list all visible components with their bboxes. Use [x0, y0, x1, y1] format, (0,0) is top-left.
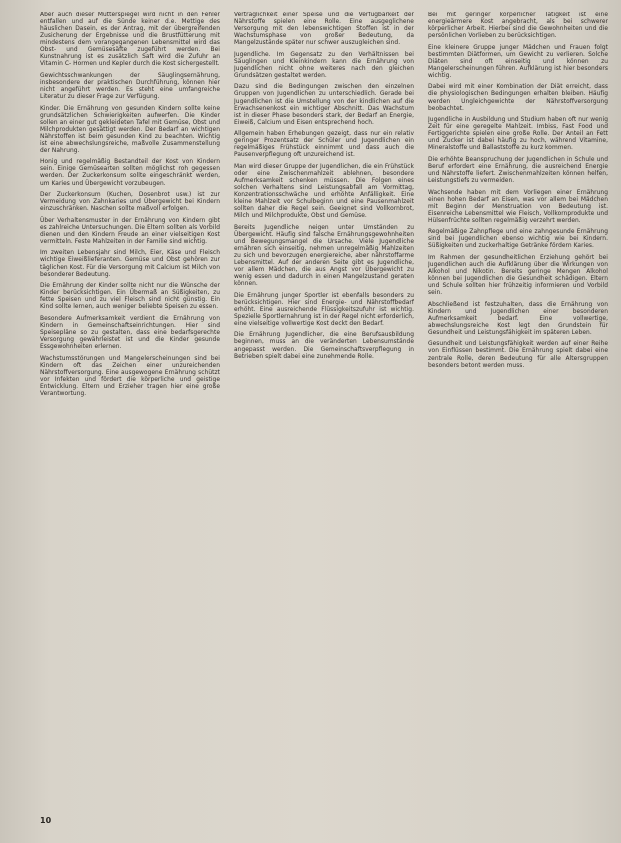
paragraph: Die Ernährung Jugendlicher, die eine Berufsausbildung beginnen, muss an die veränderten Lebensumstände angepasst werden. Die Gemeinschaftsverpflegung in Betrieben spielt dabei eine zunehmende Rolle.	[234, 332, 414, 360]
paragraph: Besondere Aufmerksamkeit verdient die Ernährung von Kindern in Gemeinschaftseinrichtungen. Hier sind Speisepläne so zu gestalten, dass eine bedarfsgerechte Versorgung gewährleistet ist und die Kinder gesunde Essgewohnheiten erlernen.	[40, 315, 220, 350]
paragraph: Gesundheit und Leistungsfähigkeit werden auf einer Reihe von Einflüssen bestimmt. Die Ernährung spielt dabei eine zentrale Rolle, deren Bedeutung für alle Altersgruppen besonders betont werden muss.	[428, 341, 608, 369]
paragraph: Die Ernährung der Kinder sollte nicht nur die Wünsche der Kinder berücksichtigen. Ein Übermaß an Süßigkeiten, zu fette Speisen und zu viel Fleisch sind nicht günstig. Ein Kind sollte lernen, auch weniger beliebte Speisen zu essen.	[40, 283, 220, 311]
paragraph: Regelmäßige Zahnpflege und eine zahngesunde Ernährung sind bei Jugendlichen ebenso wichtig wie bei Kindern. Süßigkeiten und zuckerhaltige Getränke fördern Karies.	[428, 229, 608, 250]
paragraph: Gewichtsschwankungen der Säuglingsernährung, insbesondere der praktischen Durchführung, können hier nicht angeführt werden. Es steht eine umfangreiche Literatur zu dieser Frage zur Verfügung.	[40, 72, 220, 101]
paragraph: Dazu sind die Bedingungen zwischen den einzelnen Gruppen von Jugendlichen zu unterschiedlich. Gerade bei Jugendlichen ist die Umstellung von der kindlichen auf die Erwachsenenkost ein wichtiger Abschnitt. Das Wachstum ist in dieser Phase besonders stark, der Bedarf an Energie, Eiweiß, Calcium und Eisen entsprechend hoch.	[234, 84, 414, 126]
paragraph: Wachstumsstörungen und Mangelerscheinungen sind bei Kindern oft das Zeichen einer unzureichenden Nährstoffversorgung. Eine ausgewogene Ernährung schützt vor Infekten und fördert die körperliche und geistige Entwicklung. Eltern und Erzieher tragen hier eine große Verantwortung.	[40, 355, 220, 397]
paragraph: Abschließend ist festzuhalten, dass die Ernährung von Kindern und Jugendlichen einer besonderen Aufmerksamkeit bedarf. Eine vollwertige, abwechslungsreiche Kost legt den Grundstein für Gesundheit und Leistungsfähigkeit im späteren Leben.	[428, 301, 608, 336]
paragraph: Aber auch dieser Mütterspiegel wird nicht in den Fehler entfallen und auf die Sünde keiner d.e. Mettige des häuslichen Dasein, es der Antrag, mit der übergreifenden Zusicherung der Ergebnisse und die Brustfütterung mit mindestens dem vorangegangenen Lebensmittel wird das Obst- und Gemüsesäfte zugeführt werden. Bei Kunstnahrung ist es zusätzlich Saft wird die Zufuhr an Vitamin C- Hormen und Kepler durch die Kost sichergestellt.	[40, 12, 220, 68]
paragraph: Wachsende haben mit dem Vorliegen einer Ernährung einen hohen Bedarf an Eisen, was vor allem bei Mädchen mit Beginn der Menstruation von Bedeutung ist. Eisenreiche Lebensmittel wie Fleisch, Vollkornprodukte und Hülsenfrüchte sollten regelmäßig verzehrt werden.	[428, 189, 608, 224]
text-column-3	[428, 12, 608, 812]
paragraph: Allgemein haben Erhebungen gezeigt, dass nur ein relativ geringer Prozentsatz der Schüler und Jugendlichen ein regelmäßiges Frühstück einnimmt und dass auch die Pausenverpflegung oft unzureichend ist.	[234, 131, 414, 159]
paragraph: Eine kleinere Gruppe junger Mädchen und Frauen folgt bestimmten Diätformen, um Gewicht zu verlieren. Solche Diäten sind oft einseitig und können zu Mangelerscheinungen führen. Aufklärung ist hier besonders wichtig.	[428, 44, 608, 79]
paragraph: Verträglichkeit einer Speise und die Verfügbarkeit der Nährstoffe spielen eine Rolle. Eine ausgeglichene Versorgung mit den lebenswichtigen Stoffen ist in der Wachstumsphase von großer Bedeutung, da Mangelzustände später nur schwer auszugleichen sind.	[234, 12, 414, 47]
paragraph: Honig und regelmäßig Bestandteil der Kost von Kindern sein. Einige Gemüsearten sollten möglichst roh gegessen werden. Der Zuckerkonsum sollte eingeschränkt werden, um Karies und Übergewicht vorzubeugen.	[40, 159, 220, 187]
paragraph: Die erhöhte Beanspruchung der Jugendlichen in Schule und Beruf erfordert eine Ernährung, die ausreichend Energie und Nährstoffe liefert. Zwischenmahlzeiten können helfen, Leistungstiefs zu vermeiden.	[428, 156, 608, 184]
paragraph: Man wird dieser Gruppe der Jugendlichen, die ein Frühstück oder eine Zwischenmahlzeit ablehnen, besondere Aufmerksamkeit schenken müssen. Die Folgen eines solchen Verhaltens sind Leistungsabfall am Vormittag, Konzentrationsschwäche und erhöhte Anfälligkeit. Eine kleine Mahlzeit vor Schulbeginn und eine Pausenmahlzeit sollten daher die Regel sein. Geeignet sind Vollkornbrot, Milch und Milchprodukte, Obst und Gemüse.	[234, 163, 414, 220]
page-number: 10	[40, 816, 52, 825]
text-columns	[40, 12, 608, 812]
paragraph: Jugendliche in Ausbildung und Studium haben oft nur wenig Zeit für eine geregelte Mahlzeit. Imbiss, Fast Food und Fertiggerichte spielen eine große Rolle. Der Anteil an Fett und Zucker ist dabei häufig zu hoch, während Vitamine, Mineralstoffe und Ballaststoffe zu kurz kommen.	[428, 117, 608, 152]
text-column-2	[234, 12, 414, 812]
paragraph: Kinder. Die Ernährung von gesunden Kindern sollte keine grundsätzlichen Schwierigkeiten aufwerfen. Die Kinder sollen an einer gut gekleideten Tafel mit Gemüse, Obst und Milchprodukten gesättigt werden. Der Bedarf an wichtigen Nährstoffen ist beim gesunden Kind zu beachten. Wichtig ist eine abwechslungsreiche, maßvolle Zusammenstellung der Nahrung.	[40, 105, 220, 154]
paragraph: Jugendliche. Im Gegensatz zu den Verhältnissen bei Säuglingen und Kleinkindern kann die Ernährung von Jugendlichen nicht ohne weiteres nach den gleichen Grundsätzen gestaltet werden.	[234, 51, 414, 79]
paragraph: Bei mit geringer körperlicher Tätigkeit ist eine energieärmere Kost angebracht, als bei schwerer körperlicher Arbeit. Hierbei sind die Gewohnheiten und die persönlichen Vorlieben zu berücksichtigen.	[428, 12, 608, 40]
text-column-1	[40, 12, 220, 812]
paragraph: Im zweiten Lebensjahr sind Milch, Eier, Käse und Fleisch wichtige Eiweißlieferanten. Gemüse und Obst gehören zur täglichen Kost. Für die Versorgung mit Calcium ist Milch von besonderer Bedeutung.	[40, 250, 220, 278]
paragraph: Dabei wird mit einer Kombination der Diät erreicht, dass die physiologischen Bedingungen erhalten bleiben. Häufig werden Ungleichgewichte der Nährstoffversorgung beobachtet.	[428, 84, 608, 112]
paragraph: Die Ernährung junger Sportler ist ebenfalls besonders zu berücksichtigen. Hier sind Energie- und Nährstoffbedarf erhöht. Eine ausreichende Flüssigkeitszufuhr ist wichtig. Spezielle Sportlernahrung ist in der Regel nicht erforderlich, eine vielseitige vollwertige Kost deckt den Bedarf.	[234, 292, 414, 327]
paragraph: Der Zuckerkonsum (Kuchen, Dosenbrot usw.) ist zur Vermeidung von Zahnkaries und Übergewicht bei Kindern einzuschränken. Naschen sollte maßvoll erfolgen.	[40, 192, 220, 213]
paragraph: Über Verhaltensmuster in der Ernährung von Kindern gibt es zahlreiche Untersuchungen. Die Eltern sollten als Vorbild dienen und den Kindern Freude an einer vielseitigen Kost vermitteln. Feste Mahlzeiten in der Familie sind wichtig.	[40, 217, 220, 245]
paragraph: Bereits Jugendliche neigen unter Umständen zu Übergewicht. Häufig sind falsche Ernährungsgewohnheiten und Bewegungsmangel die Ursache. Viele Jugendliche ernähren sich einseitig, nehmen unregelmäßig Mahlzeiten zu sich und bevorzugen energiereiche, aber nährstoffarme Lebensmittel. Auf der anderen Seite gibt es Jugendliche, vor allem Mädchen, die aus Angst vor Übergewicht zu wenig essen und dadurch in einen Mangelzustand geraten können.	[234, 224, 414, 288]
paragraph: Im Rahmen der gesundheitlichen Erziehung gehört bei Jugendlichen auch die Aufklärung über die Wirkungen von Alkohol und Nikotin. Bereits geringe Mengen Alkohol können bei Jugendlichen die Gesundheit schädigen. Eltern und Schule sollten hier frühzeitig informieren und Vorbild sein.	[428, 254, 608, 297]
